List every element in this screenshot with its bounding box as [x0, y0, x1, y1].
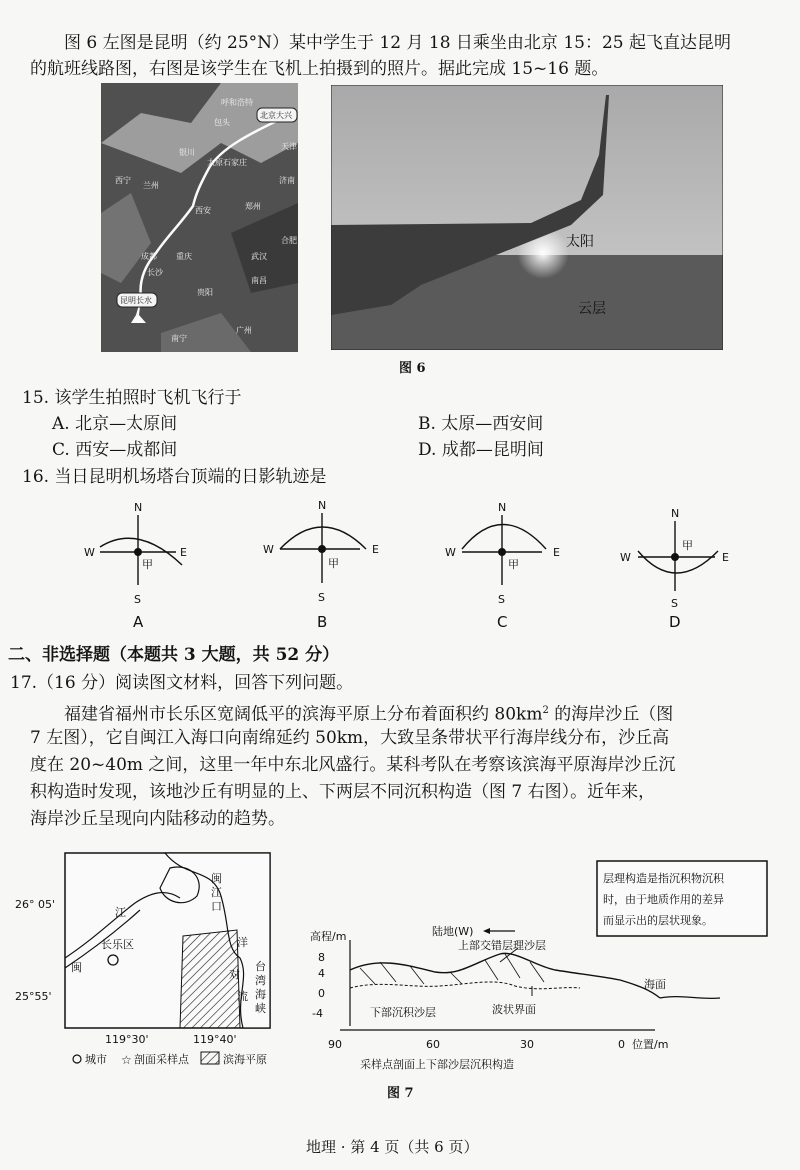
b-e: E: [372, 543, 379, 556]
map-label-lanzhou: 兰州: [143, 181, 159, 190]
a-w: W: [84, 546, 95, 559]
map-dui: 对: [229, 968, 240, 981]
legend-sample: 剖面采样点: [134, 1053, 189, 1066]
q16-stem: 16. 当日昆明机场塔台顶端的日影轨迹是: [22, 467, 327, 487]
ytick-0: 0: [318, 987, 325, 1000]
lat-bottom: 25°55': [15, 990, 52, 1003]
fig6-caption: 图 6: [399, 361, 426, 376]
q15-option-b: B. 太原—西安间: [418, 414, 544, 434]
c-e: E: [553, 546, 560, 559]
option-a-diagram: [84, 501, 187, 631]
sea-surface: [660, 997, 720, 999]
xtick-30: 30: [520, 1038, 534, 1051]
wave-interface: [350, 982, 580, 989]
option-d-diagram: [620, 507, 729, 631]
a-label: A: [133, 613, 144, 631]
c-n: N: [498, 501, 507, 514]
q17-para-line-3: 度在 20~40m 之间，这里一年中东北风盛行。某科考队在考察该滨海平原海岸沙丘沉: [30, 755, 676, 775]
xtick-60: 60: [426, 1038, 440, 1051]
q17-para-line-2: 7 左图），它自闽江入海口向南绵延约 50km，大致呈条带状平行海岸线分布，沙丘高: [30, 728, 670, 748]
c-label: C: [497, 613, 508, 631]
map-label-jinan: 济南: [279, 176, 295, 185]
b-jia: 甲: [328, 557, 339, 570]
xtick-0: 0: [618, 1038, 625, 1051]
b-s: S: [318, 591, 325, 604]
c-w: W: [445, 546, 456, 559]
c-s: S: [498, 593, 505, 606]
fig7-caption: 图 7: [387, 1086, 414, 1101]
ytick-minus4: -4: [312, 1007, 323, 1020]
intro-line-1: 图 6 左图是昆明（约 25°N）某中学生于 12 月 18 日乘坐由北京 15：25 起飞直达昆明: [64, 33, 731, 53]
d-w: W: [620, 551, 631, 564]
b-n: N: [318, 499, 327, 512]
lon-right: 119°40': [193, 1033, 237, 1046]
sea-label: 海面: [644, 978, 666, 991]
xtick-90: 90: [328, 1038, 342, 1051]
a-s: S: [134, 593, 141, 606]
note-line-2: 时，由于地质作用的差异: [603, 893, 724, 906]
minjiangkou-2: 江: [211, 886, 222, 899]
map-label-nanning: 南宁: [171, 334, 187, 343]
sun-shadow-options: [70, 495, 760, 640]
map-label-chongqing: 重庆: [176, 252, 192, 261]
b-label: B: [317, 613, 328, 631]
ylabel: 高程/m: [310, 930, 347, 943]
map-yang: 洋: [237, 936, 248, 949]
note-line-1: 层理构造是指沉积物沉积: [603, 872, 724, 885]
note-line-3: 而显示出的层状现象。: [603, 914, 713, 927]
q17-stem: 17.（16 分）阅读图文材料，回答下列问题。: [10, 673, 354, 693]
map-label-xining: 西宁: [115, 176, 131, 185]
q17-para-line-5: 海岸沙丘呈现向内陆移动的趋势。: [30, 809, 285, 829]
map-label-wuhan: 武汉: [251, 252, 267, 261]
map-label-shijiazhuang: 石家庄: [223, 158, 247, 167]
legend-city: 城市: [85, 1053, 107, 1066]
map-label-chengdu: 成都: [141, 252, 157, 261]
flight-route-map: [101, 83, 298, 352]
map-label-kunming: 昆明长水: [120, 296, 152, 305]
q15-stem: 15. 该学生拍照时飞机飞行于: [22, 388, 242, 408]
lon-left: 119°30': [105, 1033, 149, 1046]
airplane-wing-photo: [331, 85, 723, 350]
map-label-taiyuan: 太原: [207, 158, 223, 167]
q17-para-line-4: 积构造时发现，该地沙丘有明显的上、下两层不同沉积构造（图 7 右图）。近年来，: [30, 782, 656, 802]
c-jia: 甲: [508, 558, 519, 571]
map-label-guiyang: 贵阳: [197, 288, 213, 297]
legend-star-icon: ☆: [121, 1053, 132, 1067]
map-label-guangzhou: 广州: [236, 326, 252, 335]
map-changle: 长乐区: [101, 938, 134, 951]
cross-bedding: [360, 954, 544, 984]
strait-4: 峡: [255, 1002, 266, 1015]
profile-title: 采样点剖面上下部沙层沉积构造: [360, 1058, 514, 1071]
strait-2: 湾: [255, 974, 266, 987]
d-e: E: [722, 551, 729, 564]
lower-layer-label: 下部沉积沙层: [370, 1006, 436, 1019]
map-label-beijing: 北京大兴: [260, 111, 292, 120]
map-jiang: 江: [115, 906, 126, 919]
wave-label: 波状界面: [492, 1003, 536, 1016]
b-w: W: [263, 543, 274, 556]
q17-para-line-1: 福建省福州市长乐区宽阔低平的滨海平原上分布着面积约 $80km^2$ 的海岸沙丘（图: [64, 704, 674, 725]
minjiangkou-3: 口: [211, 900, 222, 913]
legend-plain: 滨海平原: [223, 1053, 267, 1066]
map-label-xian: 西安: [195, 206, 211, 215]
q15-option-a: A. 北京—太原间: [52, 414, 178, 434]
a-jia: 甲: [142, 558, 153, 571]
map-label-changsha: 长沙: [147, 268, 163, 277]
strait-1: 台: [255, 960, 266, 973]
dune-surface: [350, 953, 660, 998]
map-label-tianjin: 天津: [281, 142, 297, 151]
strait-3: 海: [255, 988, 266, 1001]
map-label-baotou: 包头: [214, 118, 230, 127]
a-e: E: [180, 546, 187, 559]
map-label-zhengzhou: 郑州: [245, 202, 261, 211]
upper-layer-label: 上部交错层理沙层: [458, 939, 546, 952]
d-jia: 甲: [682, 539, 693, 552]
map-label-hefei: 合肥: [281, 236, 297, 245]
map-label-nanchang: 南昌: [251, 276, 267, 285]
a-n: N: [134, 501, 143, 514]
option-c-diagram: [445, 501, 560, 631]
photo-label-cloud: 云层: [578, 301, 606, 317]
fig7-profile: [300, 858, 790, 1078]
fig7-map: [15, 848, 280, 1073]
q15-option-c: C. 西安—成都间: [52, 440, 178, 460]
map-label-yinchuan: 银川: [179, 148, 195, 157]
map-liu: 流: [237, 990, 248, 1003]
option-b-diagram: [263, 499, 379, 631]
minjiangkou-1: 闽: [211, 872, 222, 885]
legend-plain-icon: [201, 1052, 219, 1064]
lat-top: 26° 05': [15, 898, 56, 911]
q15-option-d: D. 成都—昆明间: [418, 440, 544, 460]
ytick-4: 4: [318, 967, 325, 980]
d-n: N: [671, 507, 680, 520]
part2-heading: 二、非选择题（本题共 3 大题，共 52 分）: [8, 645, 340, 665]
photo-label-sun: 太阳: [566, 234, 594, 250]
ytick-8: 8: [318, 951, 325, 964]
page-footer: 地理 · 第 4 页（共 6 页）: [306, 1138, 479, 1156]
map-min: 闽: [71, 961, 82, 974]
d-label: D: [669, 613, 681, 631]
map-label-hohhot: 呼和浩特: [221, 98, 253, 107]
intro-line-2: 的航班线路图，右图是该学生在飞机上拍摄到的照片。据此完成 15~16 题。: [30, 59, 609, 79]
d-s: S: [671, 597, 678, 610]
xlabel: 位置/m: [632, 1038, 669, 1051]
land-label: 陆地(W): [432, 925, 474, 938]
legend-city-icon: [73, 1055, 81, 1063]
